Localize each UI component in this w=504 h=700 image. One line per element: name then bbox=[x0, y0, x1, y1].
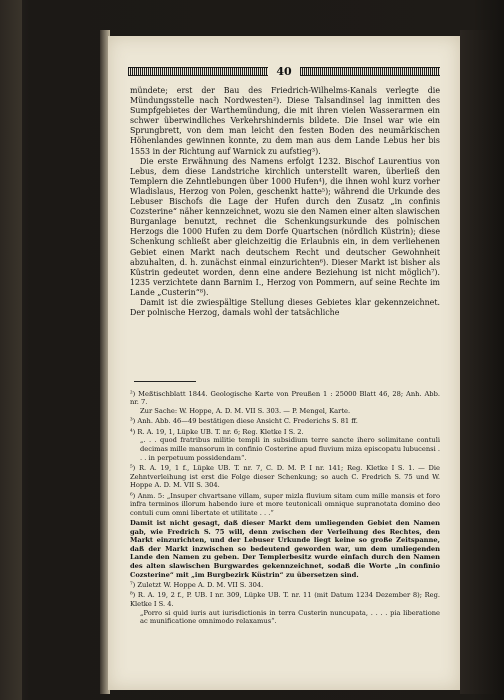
page-number: 40 bbox=[276, 64, 292, 78]
footnote: Zur Sache: W. Hoppe, A. D. M. VII S. 303. — P. Mengel, Karte. bbox=[140, 406, 351, 415]
footnotes bbox=[130, 388, 440, 626]
footnote: ⁴) R. A. 19, 1, Lüpke UB. T. nr. 6; Reg. Kletke I S. 2. bbox=[130, 427, 304, 436]
footnote: ⁷) Zuletzt W. Hoppe A. D. M. VII S. 304. bbox=[130, 581, 264, 590]
paragraph: Die erste Erwähnung des Namens erfolgt 1232. Bischof Laurentius von Lebus, dem diese Landstriche kirchlich unterstellt waren, überließ den Templern die Zehntlebungen über 1000 Hufen⁴), die ihnen wohl kurz vorher Wladislaus, Herzog von Polen, geschenkt hatte⁵); während die Urkunde des Lebuser Bischofs die Lage der Hufen durch den Zusatz „in confinis Cozsterine“ näher kennzeichnet, wozu sie den Namen einer alten slawischen Burganlage benutzt, rechnet die Schenkungsurkunde des polnischen Herzogs die 1000 Hufen zu dem Dorfe Quartschen (nördlich Küstrin); diese Schenkung schließt aber gleichzeitig die Erlaubnis ein, in dem verliehenen Gebiet einen Markt nach deutschem Recht und deutscher Gewohnheit abzuhalten, d. h. zunächst einmal einzurichten⁶). Dieser Markt ist bisher als Küstrin gedeutet worden, denn eine andere Beziehung ist nicht möglich⁷). 1235 verzichtete dann Barnim I., Herzog von Pommern, auf seine Rechte im Lande „Custerin“⁸). bbox=[130, 156, 440, 297]
header-rule-left bbox=[128, 67, 268, 76]
footnote: ⁵) R. A. 19, 1 f., Lüpke UB. T. nr. 7, C. D. M. P. I nr. 141; Reg. Kletke I S. 1. — Die Zehntverleihung ist erst die Folge dieser Schenkung; so auch C. Fredrich S. 75 und W. Hoppe A. D. M. VII S. 304. bbox=[130, 463, 440, 490]
paragraph: mündete; erst der Bau des Friedrich-Wilhelms-Kanals verlegte die Mündungsstelle nach Nordwesten²). Diese Talsandinsel lag inmitten des Sumpfgebietes der Warthemündung, die mit ihren vielen Wasserarmen ein schwer überwindliches Verkehrshindernis bildete. Die Insel war wie ein Sprungbrett, von dem man leicht den festen Boden des neumärkischen Höhenlandes gewinnen konnte, zu dem man aus dem Lande Lebus her bis 1553 in der Richtung auf Warnick zu aufstieg³). bbox=[130, 86, 440, 156]
footnote-divider bbox=[134, 381, 196, 382]
paragraph: Damit ist die zwiespältige Stellung dieses Gebietes klar gekennzeichnet. Der polnische Herzog, damals wohl der tatsächliche bbox=[130, 297, 440, 318]
body-text bbox=[130, 86, 440, 318]
page-header bbox=[128, 64, 440, 78]
page bbox=[108, 36, 460, 690]
footnote: ²) Meßtischblatt 1844. Geologische Karte von Preußen 1 : 25000 Blatt 46, 28; Anh. Abb. nr. 7. bbox=[130, 389, 440, 407]
footnote: Damit ist nicht gesagt, daß dieser Markt dem umliegenden Gebiet den Namen gab, wie Fredrich S. 75 will, denn zwischen der Verleihung des Rechtes, den Markt einzurichten, und der Lebuser Urkunde liegt keine so große Zeitspanne, daß der Markt inzwischen so bedeutend geworden war, um dem umliegenden Lande den Namen zu geben. Der Templerbesitz wurde einfach durch den Namen des alten slawischen Burgwardes gekennzeichnet, sodaß die Worte „in confinio Cozsterine“ mit „im Burgbezirk Küstrin“ zu übersetzen sind. bbox=[130, 519, 440, 579]
book-edge bbox=[0, 0, 22, 700]
facing-page-shadow bbox=[460, 30, 504, 694]
header-rule-right bbox=[300, 67, 440, 76]
footnote: ⁶) Anm. 5: „Insuper chvartsane villam, super mizla fluvium sitam cum mille mansis et foro infra terminos illorum habendo iure et more teutonicali omnique supranotata domino deo contuli cum omni libertate et utilitate . . .“ bbox=[130, 491, 440, 517]
footnote-quote: „. . . quod fratribus militie templi in subsidium terre sancte ihero solimitane contuli decimas mille mansorum in confinio Costerine apud fluvium miza episcopatu lubucensi . . . in perpetuum possidendam“. bbox=[140, 436, 440, 462]
footnote: ⁸) R. A. 19, 2 f., P. UB. I nr. 309, Lüpke UB. T. nr. 11 (mit Datum 1234 Dezember 8); Reg. Kletke I S. 4. bbox=[130, 591, 440, 609]
footnote: ³) Anh. Abb. 46—49 bestätigen diese Ansicht C. Frederichs S. 81 ff. bbox=[130, 417, 358, 426]
footnote-quote: „Porro si quid iuris aut iurisdictionis in terra Custerin nuncupata, . . . . pia liberatione ac munificatione omnimodo relaxamus“. bbox=[140, 608, 440, 626]
